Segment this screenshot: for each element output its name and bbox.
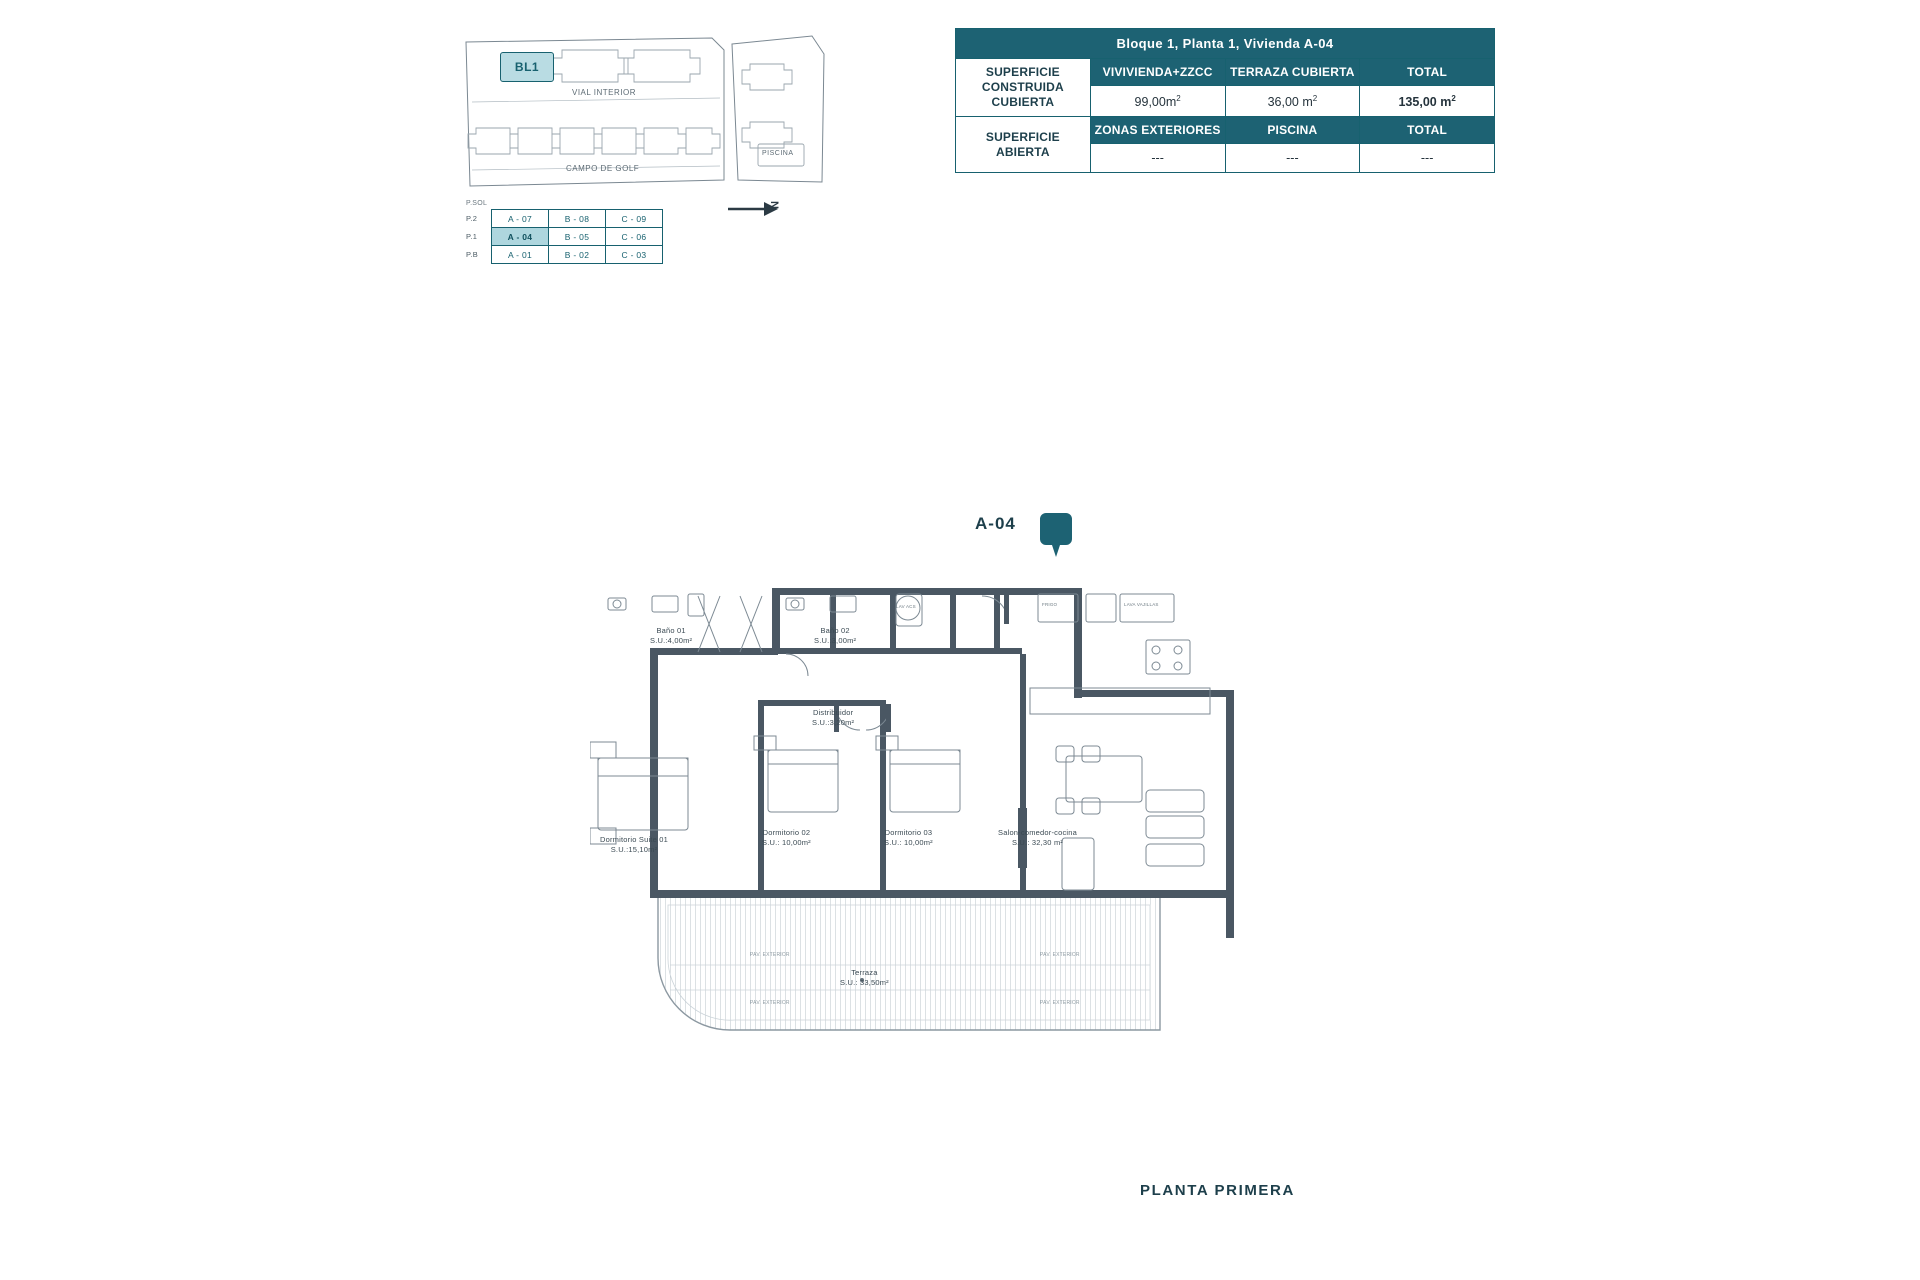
matrix-cell-b05[interactable]: B - 05 [549,228,606,246]
terrace-area [658,893,1160,1030]
value-piscina: --- [1225,144,1360,173]
room-label-terraza: Terraza S.U.: 33,50m² [840,968,889,988]
appliance-label-lavavajillas: LAVA VAJILLAS [1124,602,1159,607]
surface-row-header-built: SUPERFICIE CONSTRUIDA CUBIERTA [956,59,1091,117]
table-row [466,246,663,264]
keyplan-street-label: VIAL INTERIOR [572,88,636,97]
pin-label: A-04 [975,514,1016,533]
column-header-piscina: PISCINA [1225,117,1360,144]
matrix-floor-label: P.1 [466,232,478,241]
value-zonas-exteriores: --- [1090,144,1225,173]
matrix-floor-label: P.2 [466,214,478,223]
north-arrow [724,198,794,220]
terrace-pavement-mark: PAV. EXTERIOR [1040,1000,1080,1006]
north-label: N [767,201,780,209]
value-terraza-cubierta: 36,00 $m^2$ [1225,86,1360,117]
room-label-dormitorio-03: Dormitorio 03 S.U.: 10,00m² [884,828,933,848]
matrix-cell-b08[interactable]: B - 08 [549,210,606,228]
surface-area-table [955,28,1495,173]
matrix-cell-c06[interactable]: C - 06 [606,228,663,246]
appliance-label-frigo: FRIGO [1042,602,1058,607]
room-label-salon-comedor-cocina: Salon-comedor-cocina S.U.: 32,30 m² [998,828,1078,848]
value-vivienda-zzcc: $99,00m^2$ [1090,86,1225,117]
matrix-cell-c09[interactable]: C - 09 [606,210,663,228]
matrix-cell-a07[interactable]: A - 07 [492,210,549,228]
column-header-terraza: TERRAZA CUBIERTA [1225,59,1360,86]
table-row [956,117,1495,144]
block-badge-label: BL1 [514,60,540,74]
terrace-pavement-mark: PAV. EXTERIOR [750,1000,790,1006]
floor-plan-drawing [590,560,1360,1160]
table-row [466,228,663,246]
room-label-bano-01: Baño 01 S.U.:4,00m² [650,626,693,646]
matrix-cell-a04-selected[interactable]: A - 04 [492,228,549,246]
terrace-pavement-mark: PAV. EXTERIOR [750,952,790,958]
unit-matrix-corner-label: P.SOL [466,200,488,207]
value-total-built: 135,00 $m^2$ [1360,86,1495,117]
matrix-cell-b02[interactable]: B - 02 [549,246,606,264]
column-header-zonas-exteriores: ZONAS EXTERIORES [1090,117,1225,144]
appliance-label-lav-acs: LAV ACS [896,604,916,609]
keyplan-golf-label: CAMPO DE GOLF [566,164,640,173]
surface-row-header-open: SUPERFICIE ABIERTA [956,117,1091,173]
matrix-floor-label: P.B [466,250,479,259]
block-badge-bl1[interactable] [500,52,554,82]
site-keyplan [462,30,892,209]
table-row [956,29,1495,59]
keyplan-pool-label: PISCINA [762,150,794,157]
room-label-distribuidor: Distribuidor S.U.:3,20m² [812,708,855,728]
room-label-dormitorio-suite-01: Dormitorio Suite 01 S.U.:15,10m² [600,835,668,855]
room-label-dormitorio-02: Dormitorio 02 S.U.: 10,00m² [762,828,811,848]
matrix-cell-a01[interactable]: A - 01 [492,246,549,264]
table-row [466,210,663,228]
table-row [956,59,1495,86]
column-header-total: TOTAL [1360,59,1495,86]
unit-matrix-table [466,209,663,264]
column-header-total-open: TOTAL [1360,117,1495,144]
plan-footer-title: PLANTA PRIMERA [1140,1182,1295,1199]
value-total-open: --- [1360,144,1495,173]
surface-table-title: Bloque 1, Planta 1, Vivienda A-04 [956,29,1495,59]
room-label-bano-02: Baño 02 S.U.:3,00m² [814,626,857,646]
column-header-vivienda: VIVIVIENDA+ZZCC [1090,59,1225,86]
terrace-pavement-mark: PAV. EXTERIOR [1040,952,1080,958]
unit-matrix [466,200,663,264]
matrix-cell-c03[interactable]: C - 03 [606,246,663,264]
